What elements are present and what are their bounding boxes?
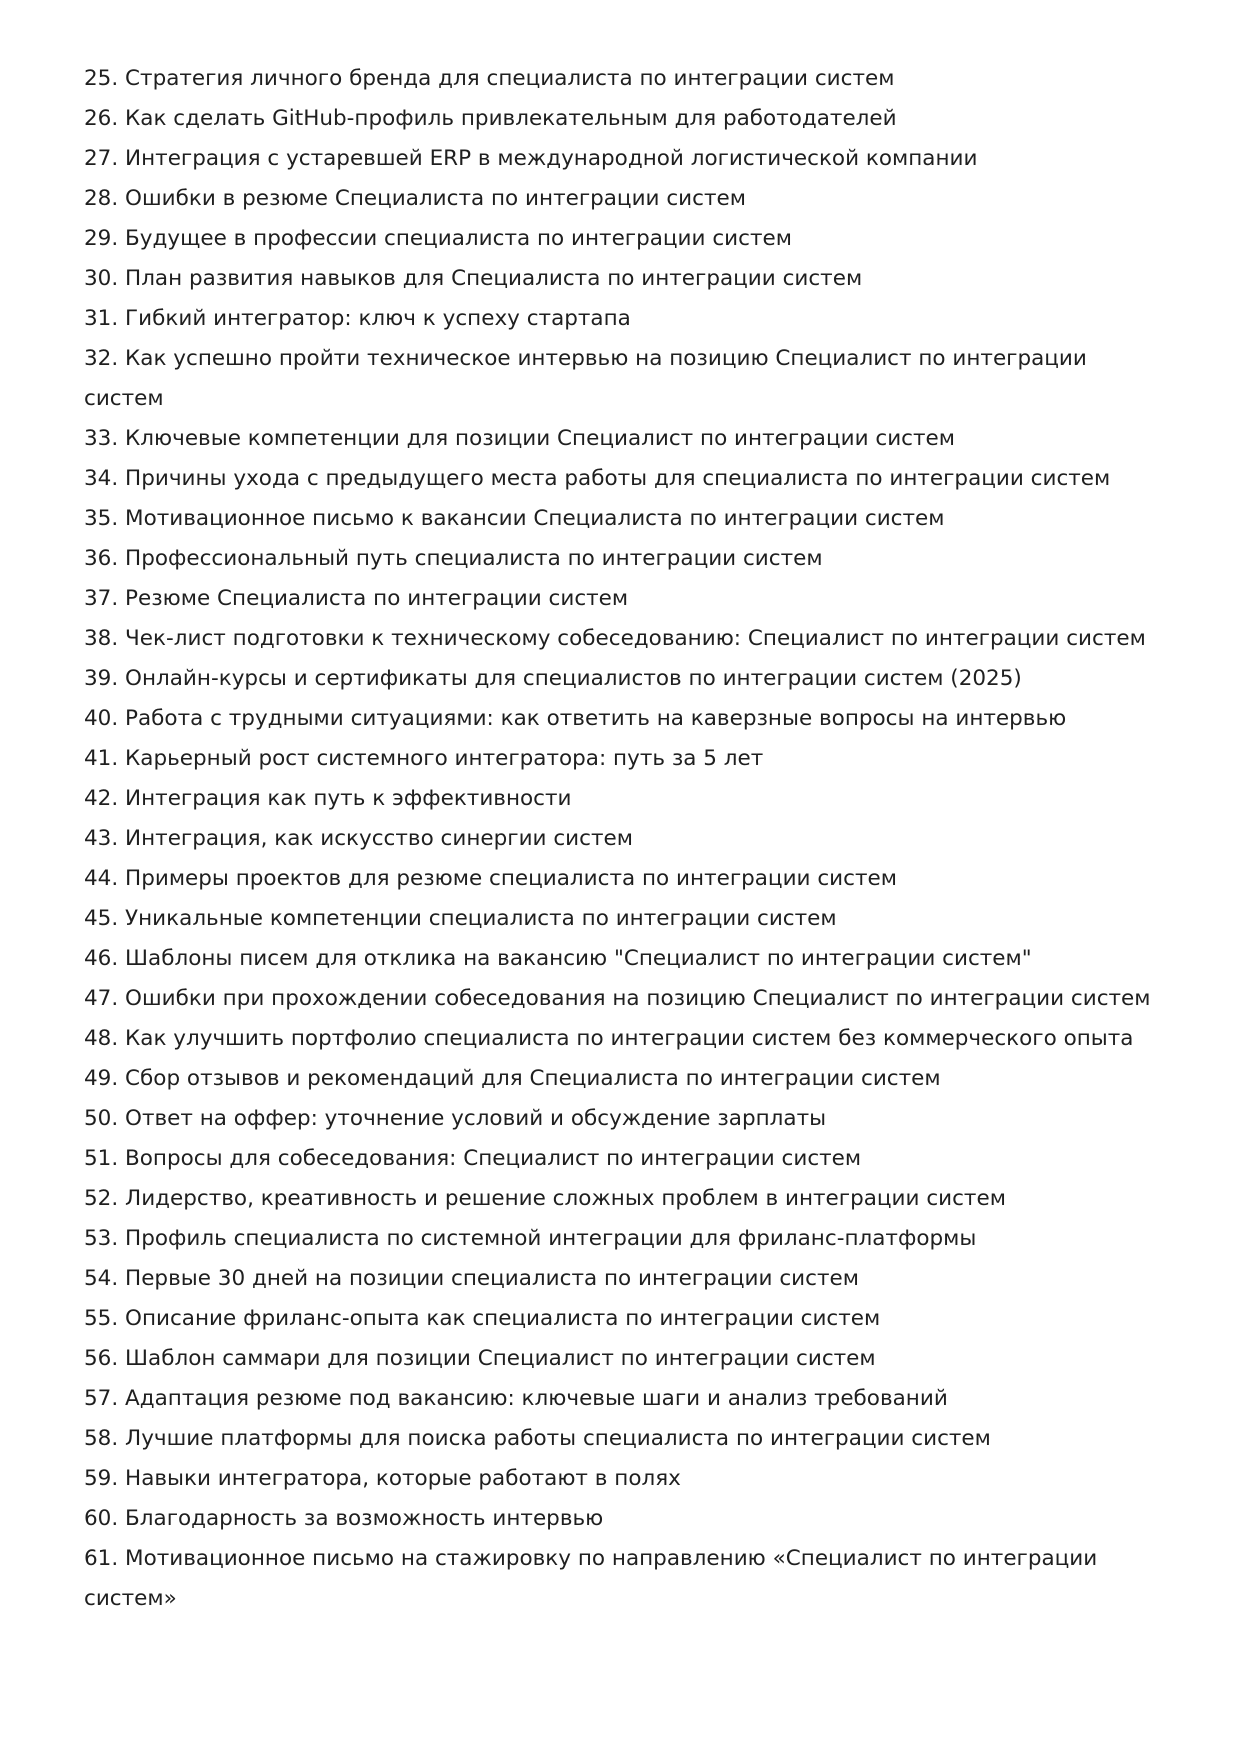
list-item: 32. Как успешно пройти техническое интервью на позицию Специалист по интеграции систем bbox=[84, 346, 1087, 411]
list-item: 41. Карьерный рост системного интегратора: путь за 5 лет bbox=[84, 746, 764, 771]
list-item: 42. Интеграция как путь к эффективности bbox=[84, 786, 572, 811]
list-item: 49. Сбор отзывов и рекомендаций для Специалиста по интеграции систем bbox=[84, 1066, 941, 1091]
list-item: 48. Как улучшить портфолио специалиста по интеграции систем без коммерческого опыта bbox=[84, 1026, 1134, 1051]
document-page bbox=[84, 59, 1164, 1619]
list-item: 35. Мотивационное письмо к вакансии Специалиста по интеграции систем bbox=[84, 506, 945, 531]
list-item: 59. Навыки интегратора, которые работают в полях bbox=[84, 1466, 681, 1491]
list-item: 53. Профиль специалиста по системной интеграции для фриланс-платформы bbox=[84, 1226, 977, 1251]
list-item: 28. Ошибки в резюме Специалиста по интеграции систем bbox=[84, 186, 746, 211]
topic-list bbox=[84, 59, 1164, 1619]
list-item: 52. Лидерство, креативность и решение сложных проблем в интеграции систем bbox=[84, 1186, 1006, 1211]
list-item: 47. Ошибки при прохождении собеседования на позицию Специалист по интеграции систем bbox=[84, 986, 1151, 1011]
list-item: 29. Будущее в профессии специалиста по интеграции систем bbox=[84, 226, 792, 251]
list-item: 30. План развития навыков для Специалиста по интеграции систем bbox=[84, 266, 863, 291]
list-item: 33. Ключевые компетенции для позиции Специалист по интеграции систем bbox=[84, 426, 955, 451]
list-item: 26. Как сделать GitHub-профиль привлекательным для работодателей bbox=[84, 106, 897, 131]
list-item: 46. Шаблоны писем для отклика на вакансию "Специалист по интеграции систем" bbox=[84, 946, 1032, 971]
list-item: 54. Первые 30 дней на позиции специалиста по интеграции систем bbox=[84, 1266, 859, 1291]
list-item: 39. Онлайн-курсы и сертификаты для специалистов по интеграции систем (2025) bbox=[84, 666, 1022, 691]
list-item: 25. Стратегия личного бренда для специалиста по интеграции систем bbox=[84, 66, 895, 91]
list-item: 45. Уникальные компетенции специалиста по интеграции систем bbox=[84, 906, 837, 931]
list-item: 57. Адаптация резюме под вакансию: ключевые шаги и анализ требований bbox=[84, 1386, 948, 1411]
list-item: 38. Чек-лист подготовки к техническому собеседованию: Специалист по интеграции систем bbox=[84, 626, 1146, 651]
list-item: 27. Интеграция с устаревшей ERP в международной логистической компании bbox=[84, 146, 978, 171]
list-item: 51. Вопросы для собеседования: Специалист по интеграции систем bbox=[84, 1146, 862, 1171]
list-item: 36. Профессиональный путь специалиста по интеграции систем bbox=[84, 546, 823, 571]
list-item: 43. Интеграция, как искусство синергии систем bbox=[84, 826, 633, 851]
list-item: 40. Работа с трудными ситуациями: как ответить на каверзные вопросы на интервью bbox=[84, 706, 1067, 731]
list-item: 61. Мотивационное письмо на стажировку по направлению «Специалист по интеграции систем» bbox=[84, 1546, 1098, 1611]
list-item: 34. Причины ухода с предыдущего места работы для специалиста по интеграции систем bbox=[84, 466, 1111, 491]
list-item: 37. Резюме Специалиста по интеграции систем bbox=[84, 586, 629, 611]
list-item: 56. Шаблон саммари для позиции Специалист по интеграции систем bbox=[84, 1346, 876, 1371]
list-item: 50. Ответ на оффер: уточнение условий и обсуждение зарплаты bbox=[84, 1106, 827, 1131]
list-item: 55. Описание фриланс-опыта как специалиста по интеграции систем bbox=[84, 1306, 881, 1331]
list-item: 31. Гибкий интегратор: ключ к успеху стартапа bbox=[84, 306, 631, 331]
list-item: 44. Примеры проектов для резюме специалиста по интеграции систем bbox=[84, 866, 897, 891]
list-item: 60. Благодарность за возможность интервью bbox=[84, 1506, 604, 1531]
list-item: 58. Лучшие платформы для поиска работы специалиста по интеграции систем bbox=[84, 1426, 991, 1451]
